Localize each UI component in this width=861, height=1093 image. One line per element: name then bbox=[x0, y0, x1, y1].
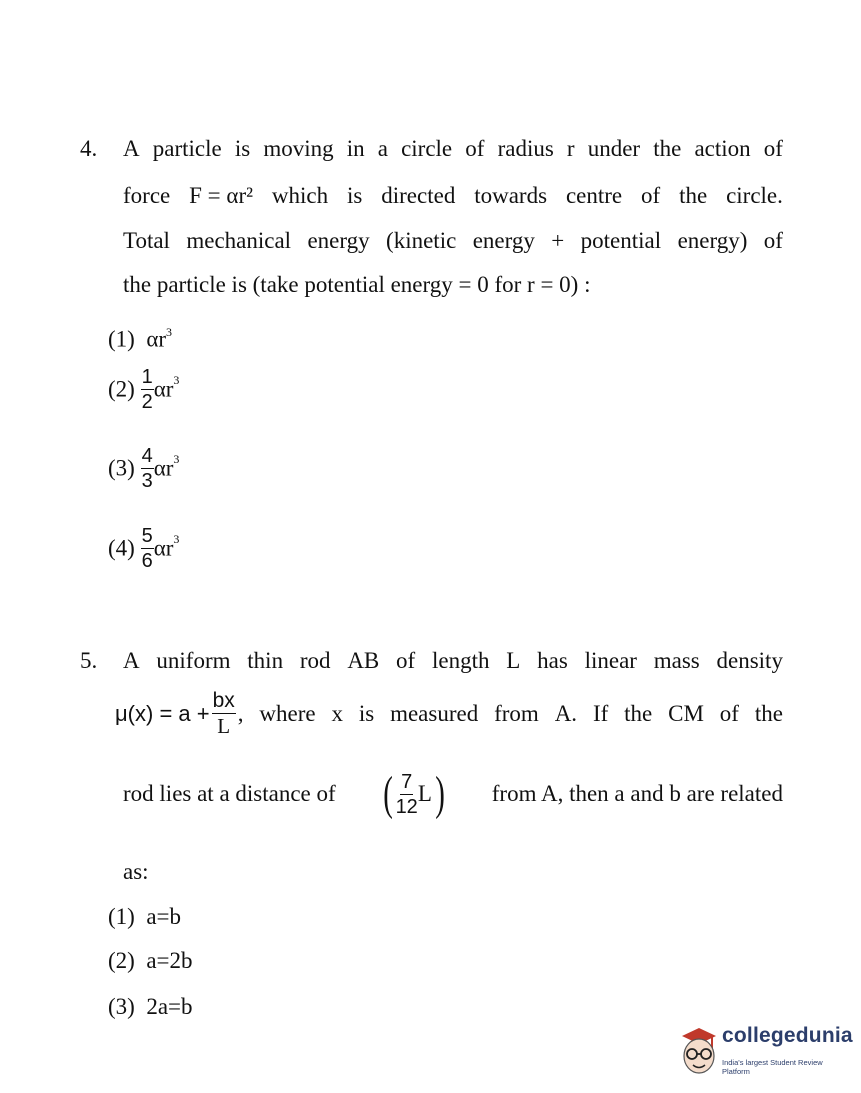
word: of bbox=[465, 136, 485, 161]
q4-option-1 bbox=[108, 320, 172, 354]
word: , bbox=[237, 700, 244, 726]
word: the bbox=[653, 136, 682, 161]
option-exp: 3 bbox=[173, 532, 180, 547]
q4-line-3 bbox=[123, 227, 783, 255]
option-expr: αr bbox=[153, 535, 174, 561]
distance-variable: L bbox=[417, 781, 432, 806]
word: under bbox=[587, 136, 641, 161]
word: x bbox=[331, 700, 343, 726]
word: a bbox=[377, 136, 388, 161]
q5-number: 5. bbox=[80, 648, 98, 673]
word: CM bbox=[668, 700, 704, 726]
option-text: a=2b bbox=[146, 948, 193, 973]
word: mass bbox=[653, 648, 700, 673]
word: is bbox=[358, 700, 375, 726]
word: (kinetic bbox=[386, 228, 457, 253]
word: energy bbox=[307, 228, 370, 253]
q5-option-2 bbox=[108, 947, 193, 975]
word: force bbox=[123, 183, 171, 208]
word: potential bbox=[580, 228, 662, 253]
word: action bbox=[694, 136, 751, 161]
right-paren: ) bbox=[435, 767, 445, 820]
word: of bbox=[763, 136, 783, 161]
word: the bbox=[624, 700, 653, 726]
word: Total bbox=[123, 228, 170, 253]
option-expr: αr bbox=[146, 326, 167, 352]
collegedunia-watermark bbox=[678, 1022, 853, 1078]
word: length bbox=[432, 648, 490, 673]
word: is bbox=[347, 183, 363, 208]
watermark-tagline: India's largest Student Review Platform bbox=[722, 1058, 823, 1076]
option-label: (2) bbox=[108, 948, 135, 973]
density-denominator: L bbox=[217, 714, 231, 738]
q5-option-3 bbox=[108, 993, 193, 1021]
word: A. bbox=[554, 700, 578, 726]
q4-line-1 bbox=[123, 135, 783, 163]
word: If bbox=[592, 700, 609, 726]
q4-option-2 bbox=[108, 367, 179, 412]
word: measured bbox=[390, 700, 479, 726]
q4-line-4: the particle is (take potential energy = 0 for r = 0) : bbox=[123, 272, 591, 297]
option-expr: αr bbox=[153, 376, 174, 402]
word: of bbox=[763, 228, 783, 253]
word: + bbox=[551, 228, 565, 253]
option-exp: 3 bbox=[166, 325, 173, 339]
word: linear bbox=[584, 648, 637, 673]
word: energy) bbox=[677, 228, 748, 253]
distance-denominator: 12 bbox=[395, 795, 418, 818]
word: from bbox=[494, 700, 539, 726]
q4-line-2 bbox=[123, 182, 783, 210]
word: r bbox=[566, 136, 575, 161]
fraction-numerator: 5 bbox=[141, 525, 153, 547]
option-label: (3) bbox=[108, 455, 135, 481]
q4-number: 4. bbox=[80, 136, 98, 161]
option-label: (1) bbox=[108, 904, 135, 929]
q5-line-2-text bbox=[238, 700, 783, 728]
word: mechanical bbox=[186, 228, 292, 253]
distance-expression bbox=[380, 767, 448, 820]
option-label: (2) bbox=[108, 376, 135, 402]
q4-option-4 bbox=[108, 526, 179, 571]
word: uniform bbox=[156, 648, 231, 673]
q5-line-3 bbox=[123, 767, 783, 820]
student-mascot-icon bbox=[678, 1022, 720, 1078]
watermark-name: collegedunia bbox=[722, 1024, 853, 1047]
word: circle bbox=[401, 136, 453, 161]
fraction-numerator: 1 bbox=[141, 366, 153, 388]
word: circle. bbox=[726, 183, 783, 208]
word: AB bbox=[347, 648, 380, 673]
word: A bbox=[123, 648, 140, 673]
word: directed bbox=[381, 183, 456, 208]
word: has bbox=[537, 648, 568, 673]
q5-line-2 bbox=[115, 690, 783, 737]
word: the bbox=[679, 183, 708, 208]
word: F = αr² bbox=[189, 183, 254, 208]
density-numerator: bx bbox=[212, 689, 235, 712]
word: which bbox=[271, 183, 329, 208]
option-exp: 3 bbox=[173, 452, 180, 467]
q5-line-3-post: from A, then a and b are related bbox=[491, 781, 783, 806]
distance-numerator: 7 bbox=[401, 770, 413, 793]
q5-line-4: as: bbox=[123, 859, 149, 884]
word: in bbox=[346, 136, 365, 161]
option-exp: 3 bbox=[173, 373, 180, 388]
word: L bbox=[506, 648, 521, 673]
word: A bbox=[123, 136, 140, 161]
word: radius bbox=[497, 136, 554, 161]
word: rod bbox=[299, 648, 331, 673]
option-expr: αr bbox=[153, 455, 174, 481]
word: is bbox=[234, 136, 251, 161]
q5-line-3-pre: rod lies at a distance of bbox=[123, 781, 336, 806]
word: where bbox=[259, 700, 316, 726]
q4-option-3 bbox=[108, 446, 179, 491]
word: density bbox=[716, 648, 783, 673]
fraction-numerator: 4 bbox=[141, 445, 153, 467]
word: the bbox=[754, 700, 783, 726]
option-text: 2a=b bbox=[146, 994, 193, 1019]
word: towards bbox=[474, 183, 548, 208]
word: particle bbox=[152, 136, 222, 161]
option-label: (4) bbox=[108, 535, 135, 561]
word: moving bbox=[263, 136, 334, 161]
word: of bbox=[641, 183, 661, 208]
q5-line-1 bbox=[123, 647, 783, 675]
word: of bbox=[719, 700, 739, 726]
fraction-denominator: 6 bbox=[141, 550, 153, 572]
left-paren: ( bbox=[382, 767, 393, 820]
word: of bbox=[396, 648, 416, 673]
option-label: (3) bbox=[108, 994, 135, 1019]
fraction-denominator: 2 bbox=[141, 391, 153, 413]
word: thin bbox=[247, 648, 284, 673]
word: centre bbox=[565, 183, 623, 208]
fraction-denominator: 3 bbox=[141, 470, 153, 492]
density-lhs: μ(x) = a + bbox=[115, 700, 210, 726]
q5-option-1 bbox=[108, 903, 181, 931]
word: energy bbox=[472, 228, 535, 253]
option-text: a=b bbox=[146, 904, 182, 929]
option-label: (1) bbox=[108, 326, 135, 352]
